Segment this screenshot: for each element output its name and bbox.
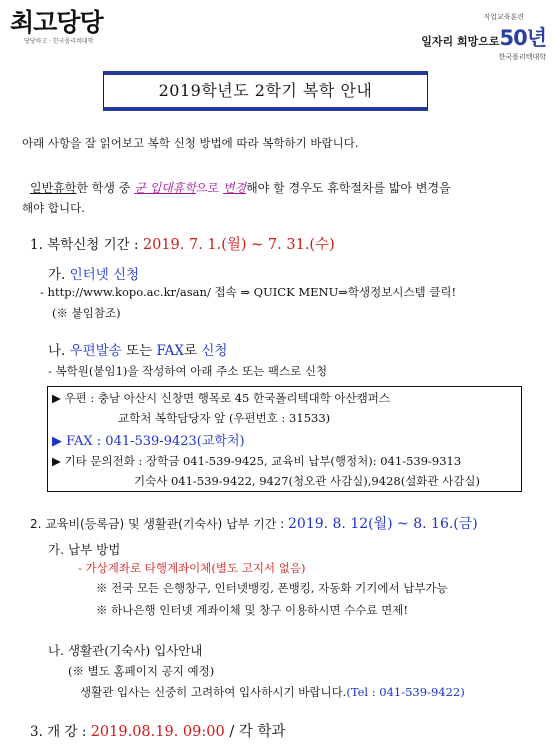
notice-text-a: 한 학생 중 <box>76 181 135 195</box>
logo-left-text: 최고당당 <box>10 8 103 37</box>
logo-right-line3: 한국폴리텍대학 <box>498 53 546 61</box>
box-etc: ▶ 기타 문의전화 : 장학금 041-539-9425, 교육비 납부(행정처): 041-539-9313 <box>52 454 462 468</box>
section3-label: 3. 개 강 : <box>30 724 91 740</box>
notice-line1 <box>30 179 451 196</box>
section2-label: 2. 교육비(등록금) 및 생활관(기숙사) 납부 기간 : <box>30 517 288 531</box>
box-etc2: 기숙사 041-539-9422, 9427(청오관 사감실),9428(설화관 사감실) <box>134 474 480 488</box>
intro-text: 아래 사항을 잘 읽어보고 복학 신청 방법에 따라 복학하기 바랍니다. <box>22 136 359 150</box>
section1-ga-note: (※ 붙임참조) <box>52 306 121 320</box>
box-mail2: 교학처 복학담당자 앞 (우편번호 : 31533) <box>118 411 331 425</box>
section1-na-prefix: 나. <box>48 343 70 359</box>
notice-text-b: 으로 <box>195 181 223 195</box>
section2-na-line <box>80 684 465 700</box>
logo-left <box>10 8 103 48</box>
page-title: 2019학년도 2학기 복학 안내 <box>103 71 428 111</box>
notice-leave-type: 일반휴학 <box>30 181 77 195</box>
section2-na-tel: (Tel : 041-539-9422) <box>346 685 465 699</box>
section1-period: 2019. 7. 1.(월) ~ 7. 31.(수) <box>142 237 335 253</box>
section2-na-text: 생활관 입사는 신중히 고려하여 입사하시기 바랍니다. <box>80 685 347 699</box>
notice-line2: 해야 합니다. <box>22 201 85 215</box>
logo-left-sub: 당당하고 · 한국폴리텍대학 <box>24 38 94 45</box>
section2-na: 나. 생활관(기숙사) 입사안내 <box>48 643 203 658</box>
box-fax: ▶ FAX : 041-539-9423(교학처) <box>52 434 245 449</box>
notice-military: 군 입대휴학 <box>134 181 196 195</box>
section1-na-ro: 로 <box>184 343 202 359</box>
section1-ga-title: 인터넷 신청 <box>69 267 140 283</box>
notice-change: 변경 <box>222 181 247 195</box>
section3-heading <box>30 720 285 741</box>
notice-text-c: 해야 할 경우도 휴학절차를 밟아 변경을 <box>246 181 451 195</box>
section2-ga-red: - 가상계좌로 타행계좌이체(별도 고지서 없음) <box>78 561 306 575</box>
logo-right-line2: 일자리 희망으로 <box>421 35 500 48</box>
section1-ga <box>48 263 139 283</box>
section1-ga-line: - http://www.kopo.ac.kr/asan/ 접속 ⇒ QUICK MENU⇒학생정보시스템 클릭! <box>40 285 457 299</box>
section1-na-fax: FAX <box>156 343 185 359</box>
logo-right-line1: 직업교육훈련 <box>483 13 524 21</box>
section1-na-line: - 복학원(붙임1)을 작성하여 아래 주소 또는 팩스로 신청 <box>48 364 328 378</box>
section1-na-mail: 우편발송 <box>69 343 122 359</box>
section2-ga: 가. 납부 방법 <box>48 542 121 557</box>
section2-na-note: (※ 별도 홈페이지 공지 예정) <box>68 664 215 678</box>
section3-rest: / 각 학과 <box>224 724 286 740</box>
section1-heading <box>30 233 335 254</box>
section2-ga-bullet1: ※ 전국 모든 은행창구, 인터넷뱅킹, 폰뱅킹, 자동화 기기에서 납부가능 <box>96 581 448 595</box>
section1-na <box>48 339 227 359</box>
section1-na-or: 또는 <box>121 343 157 359</box>
box-mail: ▶ 우편 : 충남 아산시 신창면 행목로 45 한국폴리텍대학 아산캠퍼스 <box>52 391 390 405</box>
section3-date: 2019.08.19. 09:00 <box>90 724 225 740</box>
section2-heading <box>30 513 478 533</box>
section1-ga-prefix: 가. <box>48 267 70 283</box>
section2-ga-bullet2: ※ 하나은행 인터넷 계좌이체 및 창구 이용하시면 수수료 면제! <box>96 603 408 617</box>
section1-label: 1. 복학신청 기간 : <box>30 237 143 253</box>
logo-right <box>421 12 546 62</box>
logo-right-50: 50년 <box>499 26 546 50</box>
section1-na-apply: 신청 <box>201 343 228 359</box>
section2-period: 2019. 8. 12(월) ~ 8. 16.(금) <box>288 516 478 532</box>
